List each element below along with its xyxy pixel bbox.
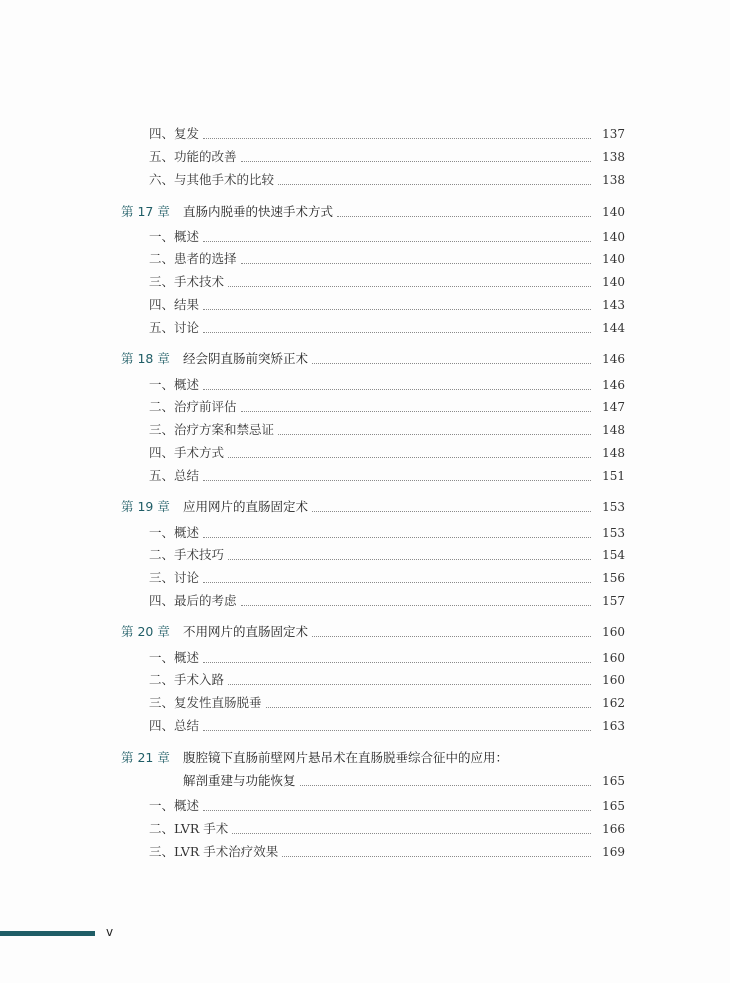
toc-chapter-continued[interactable] [0,771,730,791]
leader-dots [203,137,591,139]
toc-entry[interactable] [0,670,730,690]
leader-dots [337,215,591,217]
toc-entry-title: 一、概述 [149,798,200,813]
toc-entry-page: 137 [602,127,625,141]
chapter-title: 直肠内脱垂的快速手术方式 [183,204,334,219]
leader-dots [278,183,591,185]
toc-entry-page: 156 [602,571,625,585]
toc-entry-page: 148 [602,423,625,437]
toc-entry[interactable] [0,648,730,668]
toc-entry-title: 五、功能的改善 [149,149,237,164]
toc-entry[interactable] [0,249,730,269]
toc-entry[interactable] [0,375,730,395]
toc-entry-title: 一、概述 [149,229,200,244]
chapter-number: 第 21 章 [121,750,170,765]
toc-entry[interactable] [0,716,730,736]
toc-entry-page: 154 [602,548,625,562]
chapter-number: 第 20 章 [121,624,170,639]
leader-dots [203,809,591,811]
toc-entry[interactable] [0,819,730,839]
leader-dots [203,581,591,583]
toc-entry-title: 四、结果 [149,297,200,312]
leader-dots [203,308,591,310]
toc-entry-title: 五、总结 [149,468,200,483]
toc-entry-page: 144 [602,321,625,335]
toc-entry-title: 三、治疗方案和禁忌证 [149,422,275,437]
toc-entry-page: 151 [602,469,625,483]
toc-entry[interactable] [0,170,730,190]
leader-dots [203,331,591,333]
toc-entry-title: 三、LVR 手术治疗效果 [149,844,279,859]
leader-dots [300,784,591,786]
toc-entry-page: 147 [602,400,625,414]
toc-entry-title: 三、复发性直肠脱垂 [149,695,262,710]
leader-dots [228,683,591,685]
leader-dots [228,558,591,560]
toc-entry-page: 140 [602,275,625,289]
toc-entry-page: 146 [602,352,625,366]
toc-entry[interactable] [0,124,730,144]
toc-entry-title: 三、手术技术 [149,274,225,289]
leader-dots [203,479,591,481]
footer-accent-bar [0,931,95,936]
chapter-title: 经会阴直肠前突矫正术 [183,351,309,366]
toc-entry[interactable] [0,545,730,565]
leader-dots [241,410,591,412]
toc-chapter[interactable] [0,497,730,517]
page-number: v [106,925,114,939]
toc-entry-page: 153 [602,526,625,540]
toc-chapter[interactable] [0,349,730,369]
toc-entry-page: 162 [602,696,625,710]
leader-dots [241,604,591,606]
chapter-number: 第 18 章 [121,351,170,366]
toc-entry-title: 三、讨论 [149,570,200,585]
toc-entry[interactable] [0,568,730,588]
toc-entry-title: 二、治疗前评估 [149,399,237,414]
toc-entry-page: 153 [602,500,625,514]
leader-dots [266,706,591,708]
leader-dots [232,832,591,834]
toc-entry[interactable] [0,591,730,611]
toc-entry-page: 146 [602,378,625,392]
leader-dots [203,661,591,663]
leader-dots [228,285,591,287]
toc-entry-title: 一、概述 [149,650,200,665]
chapter-title: 腹腔镜下直肠前壁网片悬吊术在直肠脱垂综合征中的应用： [183,750,509,765]
chapter-title: 应用网片的直肠固定术 [183,499,309,514]
toc-entry-title: 五、讨论 [149,320,200,335]
toc-entry-page: 160 [602,673,625,687]
toc-entry-page: 140 [602,230,625,244]
toc-entry[interactable] [0,693,730,713]
chapter-number: 第 17 章 [121,204,170,219]
toc-entry-page: 148 [602,446,625,460]
toc-chapter[interactable] [0,748,730,768]
toc-entry-page: 160 [602,651,625,665]
toc-entry-title: 一、概述 [149,377,200,392]
leader-dots [203,536,591,538]
toc-chapter[interactable] [0,202,730,222]
chapter-title-line2: 解剖重建与功能恢复 [183,773,296,788]
toc-entry[interactable] [0,397,730,417]
leader-dots [278,433,591,435]
leader-dots [203,729,591,731]
toc-entry-page: 166 [602,822,625,836]
toc-entry-page: 165 [602,799,625,813]
toc-entry[interactable] [0,227,730,247]
toc-entry[interactable] [0,295,730,315]
toc-entry[interactable] [0,523,730,543]
toc-entry-page: 140 [602,205,625,219]
toc-entry-title: 四、最后的考虑 [149,593,237,608]
toc-entry-title: 四、手术方式 [149,445,225,460]
toc-entry-title: 六、与其他手术的比较 [149,172,275,187]
toc-entry-page: 163 [602,719,625,733]
toc-entry[interactable] [0,796,730,816]
toc-chapter[interactable] [0,622,730,642]
toc-entry-page: 143 [602,298,625,312]
toc-entry[interactable] [0,420,730,440]
leader-dots [312,510,591,512]
toc-entry[interactable] [0,443,730,463]
leader-dots [203,240,591,242]
leader-dots [203,388,591,390]
leader-dots [241,160,591,162]
leader-dots [312,362,591,364]
toc-entry-page: 169 [602,845,625,859]
toc-entry-page: 157 [602,594,625,608]
toc-entry-title: 四、复发 [149,126,200,141]
toc-entry[interactable] [0,318,730,338]
toc-entry-title: 二、患者的选择 [149,251,237,266]
chapter-title: 不用网片的直肠固定术 [183,624,309,639]
toc-entry-title: 二、手术入路 [149,672,225,687]
toc-entry-title: 二、LVR 手术 [149,821,229,836]
toc-entry-page: 138 [602,173,625,187]
toc-entry[interactable] [0,272,730,292]
toc-entry-page: 165 [602,774,625,788]
leader-dots [282,855,591,857]
leader-dots [241,262,591,264]
toc-entry-page: 138 [602,150,625,164]
leader-dots [312,635,591,637]
toc-entry[interactable] [0,842,730,862]
toc-entry-title: 二、手术技巧 [149,547,225,562]
toc-entry-title: 四、总结 [149,718,200,733]
leader-dots [228,456,591,458]
toc-entry-title: 一、概述 [149,525,200,540]
toc-entry-page: 140 [602,252,625,266]
toc-entry[interactable] [0,466,730,486]
toc-entry-page: 160 [602,625,625,639]
chapter-number: 第 19 章 [121,499,170,514]
toc-entry[interactable] [0,147,730,167]
